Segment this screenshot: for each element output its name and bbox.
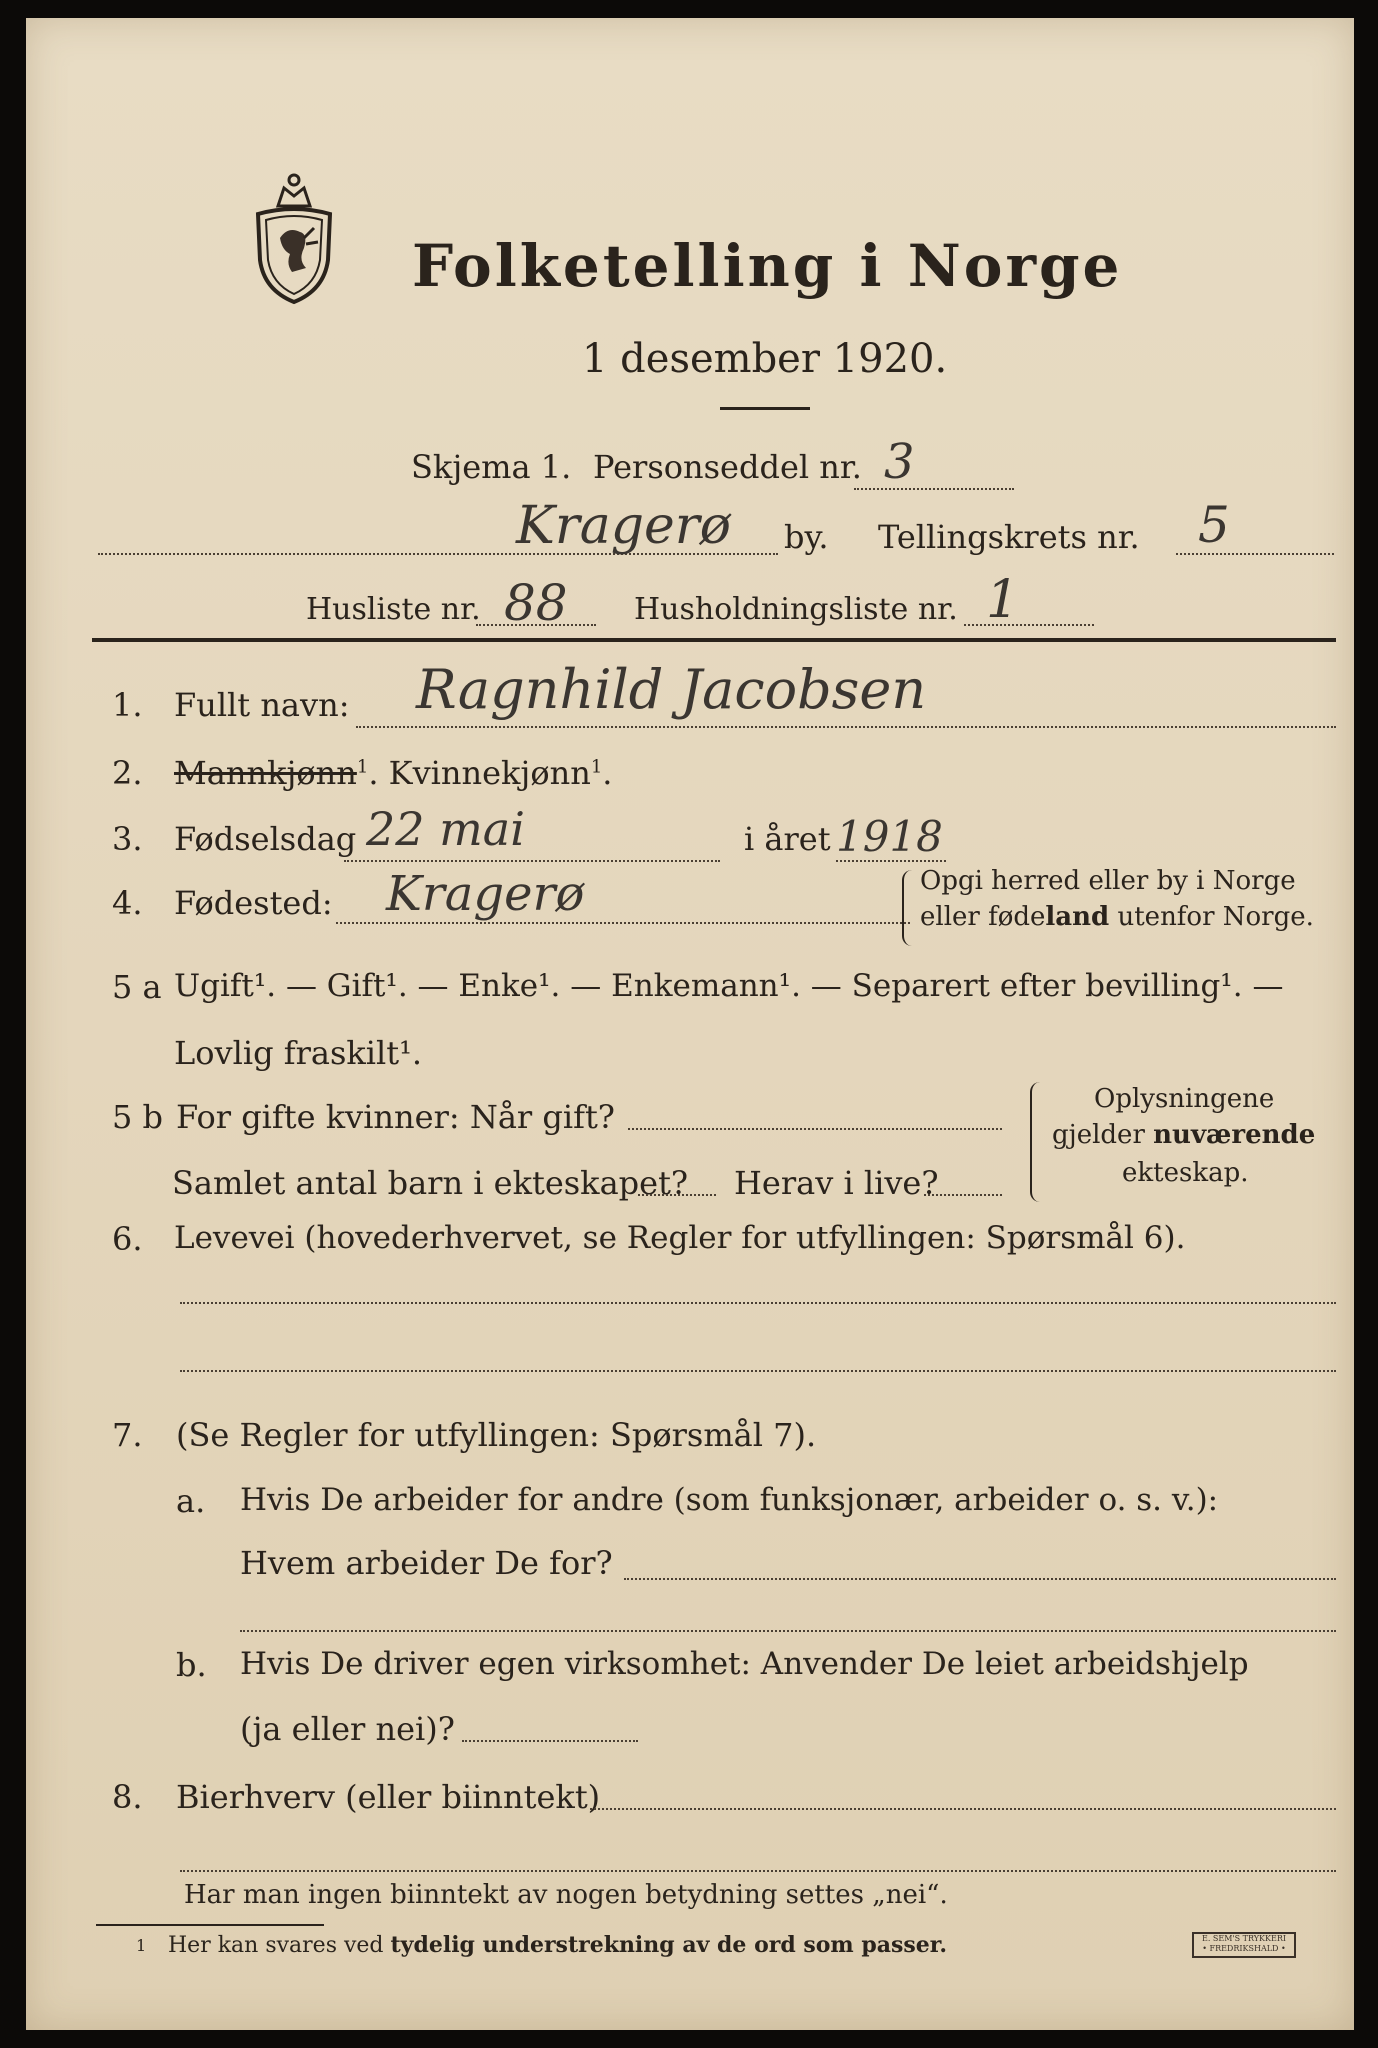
q5a-number: 5 a	[112, 968, 162, 1006]
stamp-line2: • FREDRIKSHALD •	[1202, 1944, 1286, 1953]
footnote-text	[168, 1932, 947, 1958]
footnote-rule	[96, 1924, 324, 1926]
q7a-line	[624, 1578, 1336, 1580]
q5b-line2a: Samlet antal barn i ekteskapet?	[172, 1164, 689, 1202]
q7a-line2: Hvem arbeider De for?	[240, 1544, 613, 1582]
q1-value: Ragnhild Jacobsen	[416, 658, 927, 721]
q4-note-line2	[920, 902, 1314, 932]
q7-label: (Se Regler for utfyllingen: Spørsmål 7).	[176, 1416, 817, 1454]
q3-day-value: 22 mai	[366, 802, 525, 856]
stamp-line1: E. SEM'S TRYKKERI	[1201, 1934, 1287, 1943]
husholdning-label: Husholdningsliste nr.	[634, 592, 958, 627]
q1-line	[356, 726, 1336, 728]
q7a-number: a.	[176, 1482, 206, 1520]
personseddel-line	[854, 488, 1014, 490]
q5b-note-a: gjelder	[1052, 1120, 1154, 1150]
form-title: Folketelling i Norge	[412, 232, 1123, 300]
header-rule	[92, 638, 1336, 642]
q4-note-brace	[902, 870, 914, 946]
q4-note-line1: Opgi herred eller by i Norge	[920, 866, 1296, 896]
q2-mann: Mannkjønn	[174, 754, 357, 792]
q4-note-c: utenfor Norge.	[1109, 902, 1314, 932]
title-divider	[720, 407, 810, 410]
footnote-text-a: Her kan svares ved	[168, 1933, 391, 1958]
q8-label: Bierhverv (eller biinntekt)	[176, 1778, 601, 1816]
q8-number: 8.	[112, 1778, 143, 1816]
q7-number: 7.	[112, 1416, 143, 1454]
q2-mann-sup: 1	[356, 756, 369, 778]
tellingskrets-label: Tellingskrets nr.	[878, 518, 1140, 556]
husholdning-line	[964, 624, 1094, 626]
q2-kvinne: . Kvinnekjønn	[368, 754, 591, 792]
personseddel-value: 3	[884, 434, 915, 490]
q6-number: 6.	[112, 1220, 143, 1258]
biinntekt-note: Har man ingen biinntekt av nogen betydning settes „nei“.	[184, 1880, 948, 1910]
q5b-note-b: nuværende	[1153, 1120, 1316, 1150]
q5b-note-brace	[1030, 1082, 1044, 1202]
q5b-number: 5 b	[112, 1098, 164, 1136]
q6-line2	[180, 1370, 1336, 1372]
by-label: by.	[784, 518, 829, 556]
q4-note-b: land	[1045, 902, 1110, 932]
q2-options	[174, 754, 612, 792]
q5b-line2b: Herav i live?	[734, 1164, 939, 1202]
q7a-line2-fill	[240, 1630, 1336, 1632]
q7b-line2: (ja eller nei)?	[240, 1710, 455, 1748]
q4-line	[336, 922, 910, 924]
printer-stamp	[1192, 1932, 1296, 1958]
skjema-label: Skjema 1.	[411, 448, 572, 486]
census-date: 1 desember 1920.	[582, 336, 948, 382]
q5b-note-line1: Oplysningene	[1094, 1084, 1275, 1114]
husholdning-value: 1	[986, 570, 1020, 630]
q7b-line1: Hvis De driver egen virksomhet: Anvender De leiet arbeidshjelp	[240, 1646, 1249, 1682]
q7b-number: b.	[176, 1646, 207, 1684]
q2-number: 2.	[112, 754, 143, 792]
q6-line1	[180, 1302, 1336, 1304]
q3-label: Fødselsdag	[174, 820, 357, 858]
q3-day-line	[344, 860, 720, 862]
q5b-note-line2	[1052, 1120, 1315, 1150]
q5a-line2: Lovlig fraskilt¹.	[174, 1034, 423, 1072]
q7b-line	[462, 1740, 638, 1742]
q1-label: Fullt navn:	[174, 686, 350, 724]
q8-line1	[590, 1808, 1336, 1810]
husliste-label: Husliste nr.	[306, 592, 481, 627]
q5b-note-line3: ekteskap.	[1122, 1158, 1249, 1188]
q8-line2	[180, 1870, 1336, 1872]
q1-number: 1.	[112, 686, 143, 724]
q4-value: Kragerø	[386, 866, 585, 922]
husliste-value: 88	[504, 574, 568, 632]
q3-year-label: i året	[744, 820, 831, 858]
q7a-line1: Hvis De arbeider for andre (som funksjonær, arbeider o. s. v.):	[240, 1482, 1219, 1518]
census-form-page	[26, 18, 1354, 2030]
by-value: Kragerø	[516, 496, 731, 556]
tellingskrets-value: 5	[1198, 496, 1230, 554]
q3-number: 3.	[112, 820, 143, 858]
footnote-number: 1	[136, 1936, 147, 1955]
q4-label: Fødested:	[174, 884, 333, 922]
q3-year-value: 1918	[836, 812, 943, 861]
coat-of-arms-icon	[248, 168, 340, 306]
q4-number: 4.	[112, 884, 143, 922]
q5a-line1: Ugift¹. — Gift¹. — Enke¹. — Enkemann¹. — Separert efter bevilling¹. —	[174, 968, 1284, 1004]
footnote-text-b: tydelig understrekning av de ord som passer.	[390, 1932, 948, 1958]
q2-end: .	[602, 754, 613, 792]
q4-note-a: eller føde	[920, 902, 1046, 932]
personseddel-label: Personseddel nr.	[593, 448, 862, 486]
q5b-gift-line	[628, 1128, 1002, 1130]
q5b-live-line	[924, 1194, 1002, 1196]
q2-kvinne-sup: 1	[590, 756, 603, 778]
q5b-barn-line	[638, 1194, 716, 1196]
q6-label: Levevei (hovederhvervet, se Regler for utfyllingen: Spørsmål 6).	[174, 1220, 1186, 1256]
q5b-line1: For gifte kvinner: Når gift?	[176, 1098, 615, 1136]
